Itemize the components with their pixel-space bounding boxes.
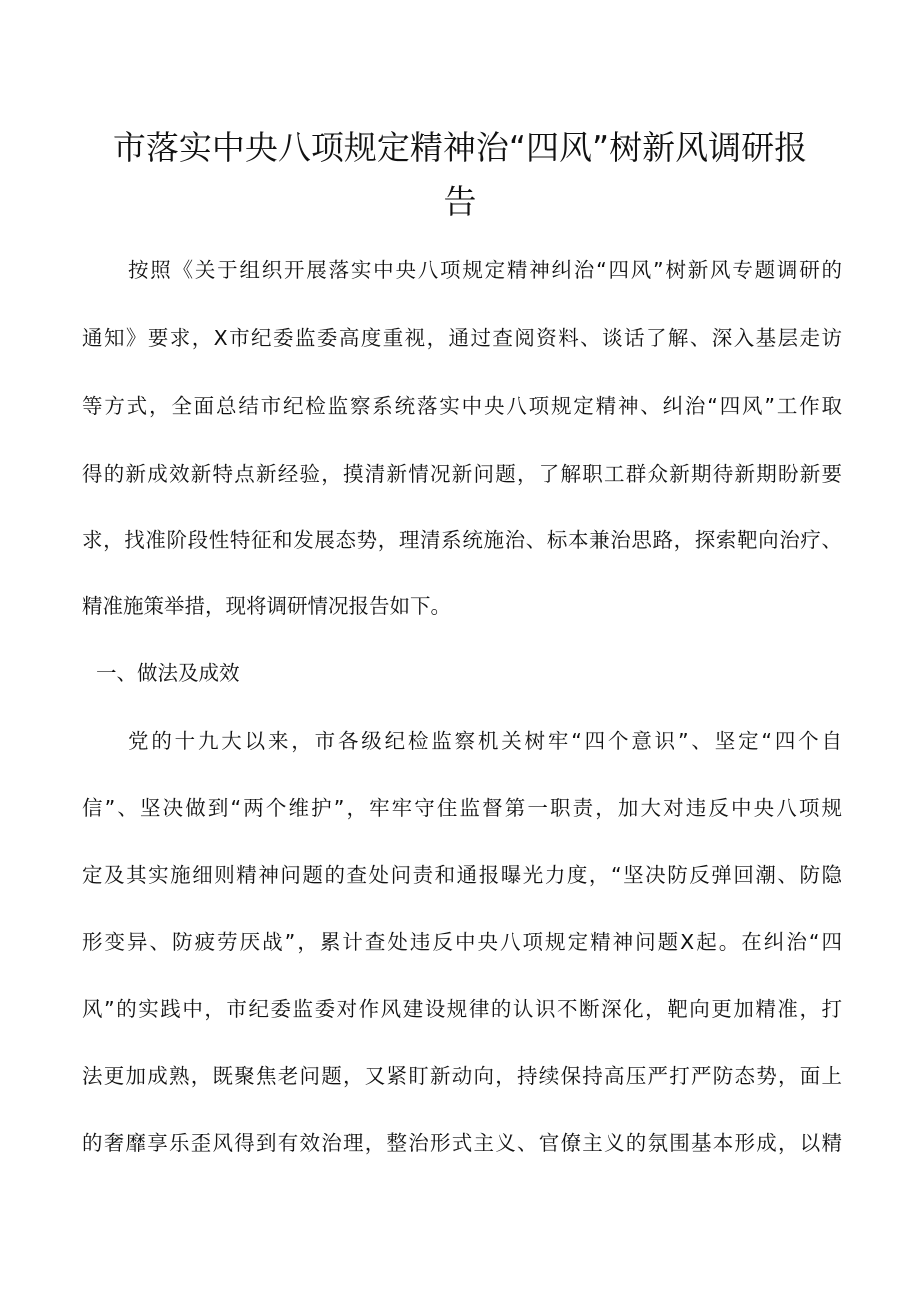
intro-line-3: 等方式，全面总结市纪检监察系统落实中央八项规定精神、纠治“四风”工作取 [82,394,842,418]
document-title-line-1: 市落实中央八项规定精神治“四风”树新风调研报 [112,128,808,167]
section-1-line-5: 风”的实践中，市纪委监委对作风建设规律的认识不断深化，靶向更加精准，打 [82,997,842,1021]
section-1-line-7: 的奢靡享乐歪风得到有效治理，整治形式主义、官僚主义的氛围基本形成，以精 [82,1131,842,1155]
section-1-line-1: 党的十九大以来，市各级纪检监察机关树牢“四个意识”、坚定“四个自 [128,729,842,753]
intro-line-5: 求，找准阶段性特征和发展态势，理清系统施治、标本兼治思路，探索靶向治疗、 [82,528,842,552]
section-1-heading: 一、做法及成效 [96,661,240,685]
intro-line-1: 按照《关于组织开展落实中央八项规定精神纠治“四风”树新风专题调研的 [128,258,842,282]
section-1-line-4: 形变异、防疲劳厌战”，累计查处违反中央八项规定精神问题X起。在纠治“四 [82,930,842,954]
intro-line-2: 通知》要求，X市纪委监委高度重视，通过查阅资料、谈话了解、深入基层走访 [82,326,842,350]
section-1-line-6: 法更加成熟，既聚焦老问题，又紧盯新动向，持续保持高压严打严防态势，面上 [82,1064,842,1088]
intro-line-4: 得的新成效新特点新经验，摸清新情况新问题，了解职工群众新期待新期盼新要 [82,462,842,486]
section-1-line-2: 信”、坚决做到“两个维护”，牢牢守住监督第一职责，加大对违反中央八项规 [82,796,842,820]
section-1-line-3: 定及其实施细则精神问题的查处问责和通报曝光力度，“坚决防反弹回潮、防隐 [82,863,842,887]
document-title-line-2: 告 [443,182,477,221]
intro-line-6: 精准施策举措，现将调研情况报告如下。 [82,594,451,618]
